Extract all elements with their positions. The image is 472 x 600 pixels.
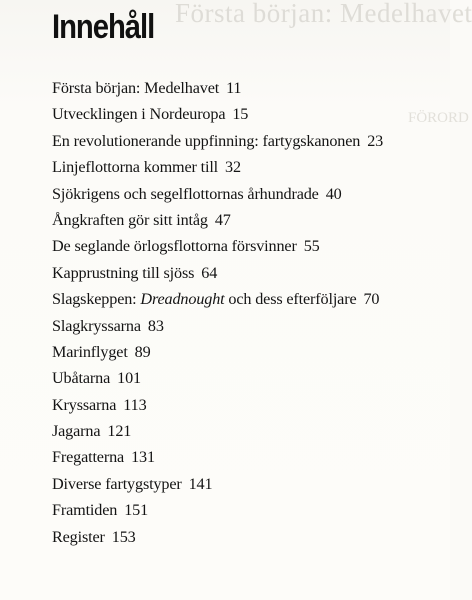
toc-entry <box>52 339 442 365</box>
toc-entry <box>52 207 442 233</box>
bleed-through-text: Första början: Medelhavet <box>175 0 472 28</box>
toc-entry-title: En revolutionerande uppfinning: fartygskanonen <box>52 131 361 150</box>
toc-entry-title: Utvecklingen i Nordeuropa <box>52 105 226 124</box>
toc-entry-page: 70 <box>363 290 380 309</box>
toc-entry <box>52 101 442 127</box>
toc-entry-title: Fregatterna <box>52 448 125 467</box>
toc-entry-title: Jagarna <box>52 422 101 441</box>
toc-entry-page: 15 <box>232 105 249 124</box>
toc-entry-page: 131 <box>131 448 155 467</box>
page-title: Innehåll <box>52 8 155 46</box>
toc-entry-page: 40 <box>325 184 342 203</box>
toc-entry-title: Första början: Medelhavet <box>52 79 220 97</box>
toc-entry-page: 55 <box>303 237 320 256</box>
toc-entry-title: Linjeflottorna kommer till <box>52 158 219 177</box>
toc-entry-page: 121 <box>107 422 132 441</box>
toc-entry-title-post: och dess efterföljare <box>224 290 357 309</box>
toc-entry-page: 32 <box>225 158 241 177</box>
toc-entry-page: 23 <box>367 131 384 150</box>
table-of-contents <box>52 75 442 550</box>
toc-entry-title: Ubåtarna <box>52 369 111 388</box>
toc-entry <box>52 313 442 339</box>
toc-entry-page: 151 <box>124 501 149 520</box>
toc-entry-page: 11 <box>226 79 242 97</box>
toc-entry-title: Register <box>52 527 105 546</box>
toc-entry <box>52 286 442 312</box>
toc-entry-title: Sjökrigens och segelflottornas århundrade <box>52 184 319 203</box>
toc-entry <box>52 392 442 418</box>
toc-entry <box>52 233 442 259</box>
bleed-through-side-text: FÖRORD <box>408 110 469 126</box>
toc-entry-title: Ångkraften gör sitt intåg <box>52 210 208 229</box>
toc-entry-page: 141 <box>188 474 213 493</box>
toc-entry-title-italic: Dreadnought <box>140 290 225 309</box>
toc-entry-page: 113 <box>123 395 147 414</box>
toc-entry-page: 89 <box>134 342 151 361</box>
toc-entry <box>52 497 442 523</box>
toc-entry-page: 153 <box>111 527 136 546</box>
toc-entry-page: 64 <box>201 263 218 282</box>
toc-entry-title: De seglande örlogsflottorna försvinner <box>52 237 297 256</box>
toc-entry-title: Marinflyget <box>52 342 128 361</box>
toc-entry <box>52 128 442 154</box>
toc-entry-title: Kryssarna <box>52 395 117 414</box>
toc-entry-page: 101 <box>117 369 141 388</box>
toc-entry-title: Diverse fartygstyper <box>52 474 182 493</box>
toc-entry-page: 83 <box>147 316 164 335</box>
toc-entry <box>52 75 442 101</box>
toc-entry-page: 47 <box>214 210 231 229</box>
toc-entry <box>52 260 442 286</box>
toc-entry <box>52 365 442 391</box>
toc-entry-title: Kapprustning till sjöss <box>52 263 195 282</box>
toc-entry <box>52 444 442 470</box>
toc-entry-title-pre: Slagskeppen: <box>52 290 141 309</box>
toc-entry <box>52 418 442 444</box>
toc-entry <box>52 181 442 207</box>
toc-entry <box>52 154 442 180</box>
toc-entry-title: Framtiden <box>52 501 118 520</box>
toc-entry-title: Slagkryssarna <box>52 316 141 335</box>
toc-entry <box>52 524 442 550</box>
toc-entry <box>52 471 442 497</box>
